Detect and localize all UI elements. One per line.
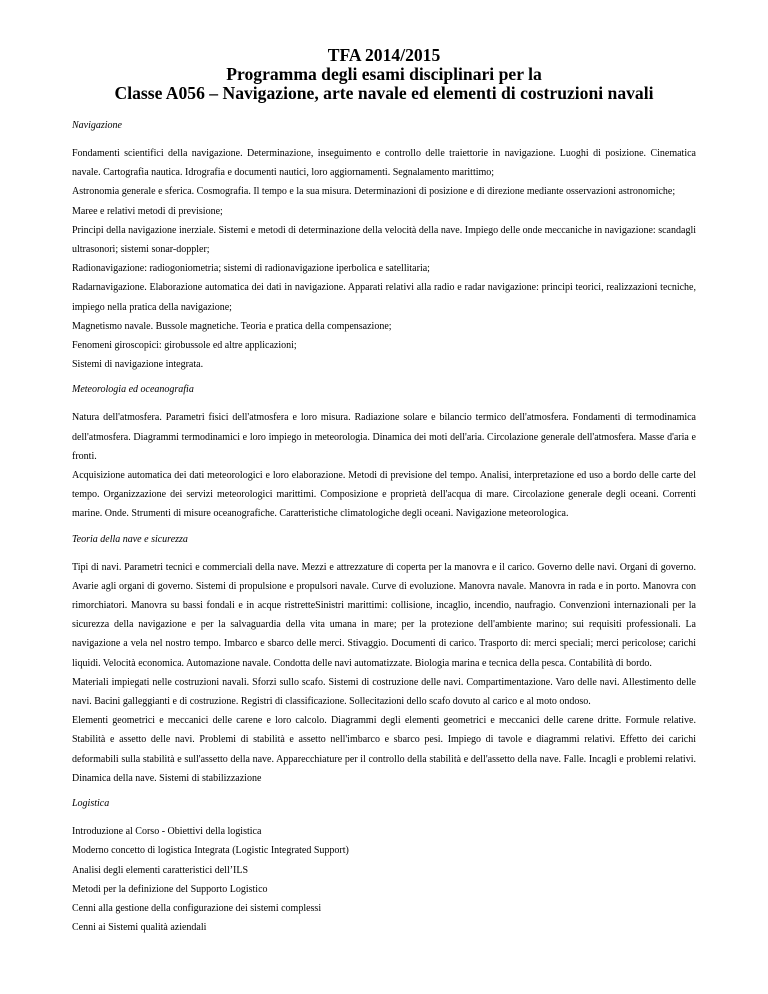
paragraph: Cenni ai Sistemi qualità aziendali: [72, 922, 207, 934]
paragraph: Cenni alla gestione della configurazione dei sistemi complessi: [72, 902, 322, 914]
section-logistica: [72, 798, 696, 937]
section-meteorologia: [72, 384, 696, 523]
paragraph: Astronomia generale e sferica. Cosmografia. Il tempo e la sua misura. Determinazioni di posizione e di direzione mediante osservazioni astronomiche;: [72, 186, 676, 198]
section-heading: Meteorologia ed oceanografia: [72, 384, 194, 396]
paragraph-group: [72, 144, 696, 374]
paragraph: Introduzione al Corso - Obiettivi della logistica: [72, 826, 262, 838]
paragraph: Fondamenti scientifici della navigazione. Determinazione, inseguimento e controllo delle traiettorie in navigazione. Luoghi di posizione. Cinematica navale. Cartografia nautica. Idrografia e documenti nautici, loro aggiornamenti. Segnalamento marittimo;: [72, 148, 696, 179]
section-heading: Logistica: [72, 798, 110, 810]
section-navigazione: [72, 120, 696, 374]
paragraph: Materiali impiegati nelle costruzioni navali. Sforzi sullo scafo. Sistemi di costruzione delle navi. Compartimentazione. Varo delle navi. Allestimento delle navi. Bacini galleggianti e di costruzione. Registri di classificazione. Sollecitazioni dello scafo dovuto al carico e al moto ondoso.: [72, 676, 696, 708]
document-page: [72, 46, 696, 947]
paragraph: Fenomeni giroscopici: girobussole ed altre applicazioni;: [72, 340, 297, 352]
paragraph: Acquisizione automatica dei dati meteorologici e loro elaborazione. Metodi di previsione del tempo. Analisi, interpretazione ed uso a bordo delle carte del tempo. Organizzazione dei servizi meteorologici marittimi. Composizione e proprietà dell'acqua di mare. Circolazione generale degli oceani. Correnti marine. Onde. Strumenti di misure oceanografiche. Caratteristiche climatologiche degli oceani. Navigazione meteorologica.: [72, 470, 696, 520]
document-title: [72, 46, 696, 103]
paragraph: Moderno concetto di logistica Integrata (Logistic Integrated Support): [72, 845, 349, 857]
paragraph: Maree e relativi metodi di previsione;: [72, 205, 223, 217]
paragraph-group: [72, 408, 696, 523]
title-line-class: Classe A056 – Navigazione, arte navale ed elementi di costruzioni navali: [114, 83, 654, 103]
paragraph: Radarnavigazione. Elaborazione automatica dei dati in navigazione. Apparati relativi alla radio e radar navigazione: principi teorici, realizzazioni tecniche, impiego nella pratica della navigazione;: [72, 282, 696, 313]
paragraph-group: [72, 558, 696, 788]
paragraph: Analisi degli elementi caratteristici dell’ILS: [72, 864, 249, 876]
paragraph: Principi della navigazione inerziale. Sistemi e metodi di determinazione della velocità della nave. Impiego delle onde meccaniche in navigazione: scandagli ultrasonori; sistemi sonar-doppler;: [72, 224, 696, 256]
paragraph: Sistemi di navigazione integrata.: [72, 359, 204, 371]
paragraph-group: [72, 822, 696, 937]
title-line-program: Programma degli esami disciplinari per la: [226, 64, 542, 84]
paragraph: Metodi per la definizione del Supporto Logistico: [72, 883, 268, 895]
paragraph: Tipi di navi. Parametri tecnici e commerciali della nave. Mezzi e attrezzature di coperta per la manovra e il carico. Governo delle navi. Organi di governo. Avarie agli organi di governo. Sistemi di propulsione e propulsori navale. Curve di evoluzione. Manovra navale. Manovra in rada e in porto. Manovra con rimorchiatori. Manovra su bassi fondali e in acque ristretteSinistri marittimi: collisione, incaglio, incendio, naufragio. Convenzioni internazionali per la sicurezza della navigazione e per la salvaguardia della vita umana in mare; per la protezione dell'ambiente marino; sui requisiti professionali. La navigazione a vela nel nostro tempo. Imbarco e sbarco delle merci. Stivaggio. Documenti di carico. Trasporto di: merci speciali; merci pericolose; carichi liquidi. Velocità economica. Automazione navale. Condotta delle navi automatizzate. Biologia marina e tecnica della pesca. Contabilità di bordo.: [72, 561, 696, 669]
section-heading: Teoria della nave e sicurezza: [72, 533, 188, 545]
section-heading: Navigazione: [72, 120, 122, 131]
title-line-year: TFA 2014/2015: [327, 45, 441, 65]
paragraph: Natura dell'atmosfera. Parametri fisici dell'atmosfera e loro misura. Radiazione solare e bilancio termico dell'atmosfera. Fondamenti di termodinamica dell'atmosfera. Diagrammi termodinamici e loro impiego in meteorologia. Dinamica dei moti dell'aria. Circolazione generale dell'atmosfera. Masse d'aria e fronti.: [72, 412, 696, 462]
paragraph: Magnetismo navale. Bussole magnetiche. Teoria e pratica della compensazione;: [72, 320, 392, 332]
paragraph: Radionavigazione: radiogoniometria; sistemi di radionavigazione iperbolica e satellitaria;: [72, 263, 430, 275]
paragraph: Elementi geometrici e meccanici delle carene e loro calcolo. Diagrammi degli elementi geometrici e meccanici delle carene dritte. Formule relative. Stabilità e assetto delle navi. Problemi di stabilità e assetto nell'imbarco e sbarco pesi. Impiego di tavole e diagrammi relativi. Effetto dei carichi deformabili sulla stabilità e sull'assetto della nave. Apparecchiature per il controllo della stabilità e dell'assetto della nave. Falle. Incagli e problemi relativi. Dinamica della nave. Sistemi di stabilizzazione: [72, 715, 696, 784]
section-teoria-nave: [72, 534, 696, 788]
